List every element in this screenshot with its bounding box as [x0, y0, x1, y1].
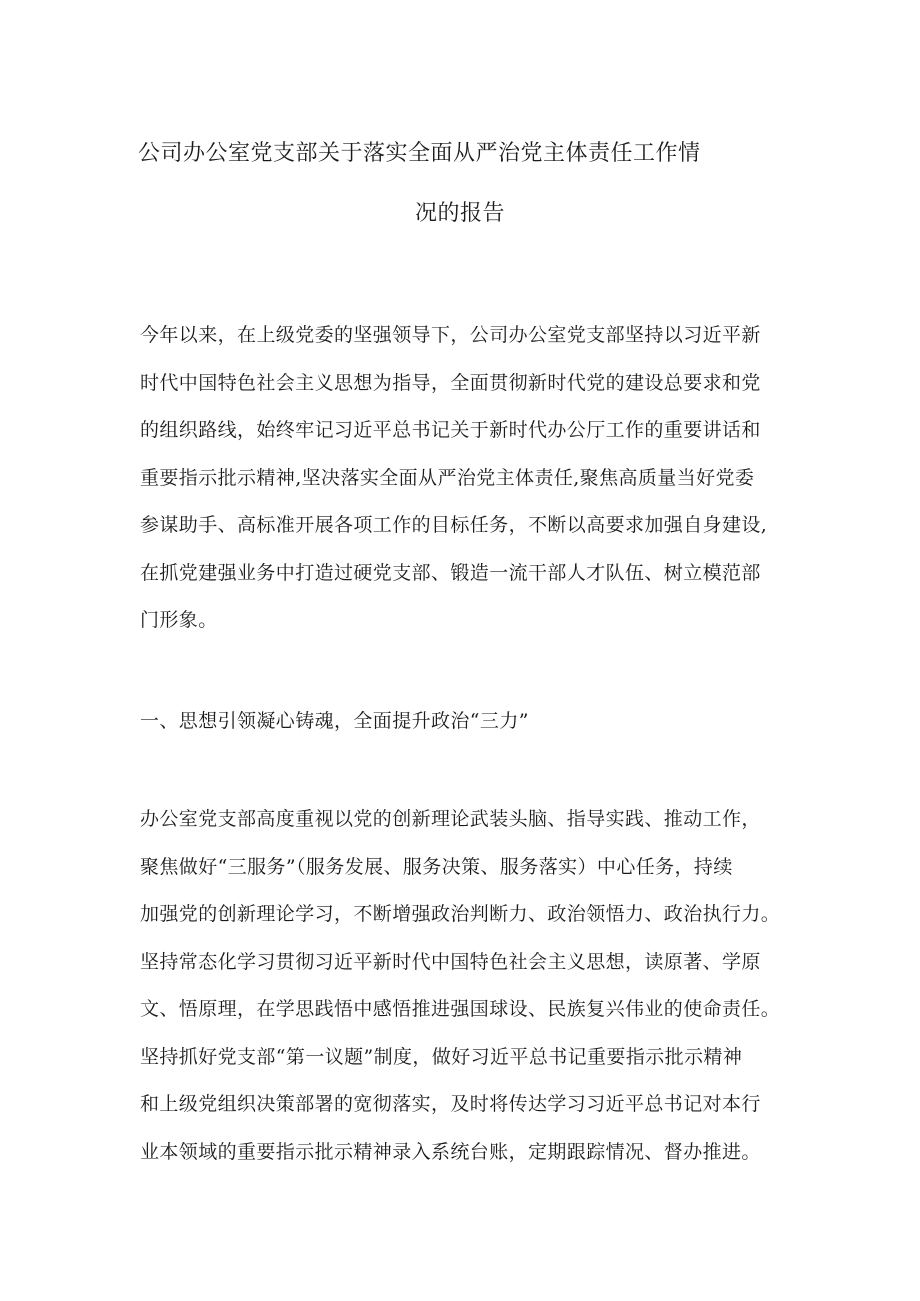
intro-line: 在抓党建强业务中打造过硬党支部、锻造一流干部人才队伍、树立模范部	[140, 561, 761, 584]
section-1-line: 和上级党组织决策部署的宽彻落实，及时将传达学习习近平总书记对本行	[140, 1093, 761, 1115]
intro-line: 参谋助手、高标准开展各项工作的目标任务，不断以高要求加强自身建设,	[140, 514, 768, 536]
section-1-line: 聚焦做好“三服务”（服务发展、服务决策、服务落实）中心任务，持续	[140, 855, 733, 878]
intro-line: 时代中国特色社会主义思想为指导，全面贯彻新时代党的建设总要求和党	[140, 371, 761, 394]
intro-line: 重要指示批示精神,坚决落实全面从严治党主体责任,聚焦高质量当好党委	[140, 466, 755, 489]
document-title-line-1: 公司办公室党支部关于落实全面从严治党主体责任工作情	[138, 141, 701, 166]
section-1-line: 坚持抓好党支部“第一议题”制度，做好习近平总书记重要指示批示精神	[140, 1045, 743, 1068]
document-title-line-2: 况的报告	[414, 201, 505, 226]
section-1-heading: 一、思想引领凝心铸魂，全面提升政治“三力”	[140, 710, 529, 732]
section-1-line: 业本领域的重要指示批示精神录入系统台账，定期跟踪情况、督办推进。	[140, 1140, 761, 1163]
section-1-line: 加强党的创新理论学习，不断增强政治判断力、政治领悟力、政治执行力。	[140, 903, 781, 925]
intro-line: 今年以来，在上级党委的坚强领导下，公司办公室党支部坚持以习近平新	[140, 324, 761, 346]
intro-line: 的组织路线，始终牢记习近平总书记关于新时代办公厅工作的重要讲话和	[140, 419, 761, 441]
section-1-line: 办公室党支部高度重视以党的创新理论武装头脑、指导实践、推动工作，	[140, 808, 761, 830]
intro-paragraph	[140, 312, 790, 645]
section-1-line: 坚持常态化学习贯彻习近平新时代中国特色社会主义思想，读原著、学原	[140, 950, 761, 973]
section-1-paragraph	[140, 796, 790, 1176]
section-1-line: 文、悟原理，在学思践悟中感悟推进强国球设、民族复兴伟业的使命责任。	[140, 998, 781, 1020]
intro-line: 门形象。	[140, 609, 218, 631]
